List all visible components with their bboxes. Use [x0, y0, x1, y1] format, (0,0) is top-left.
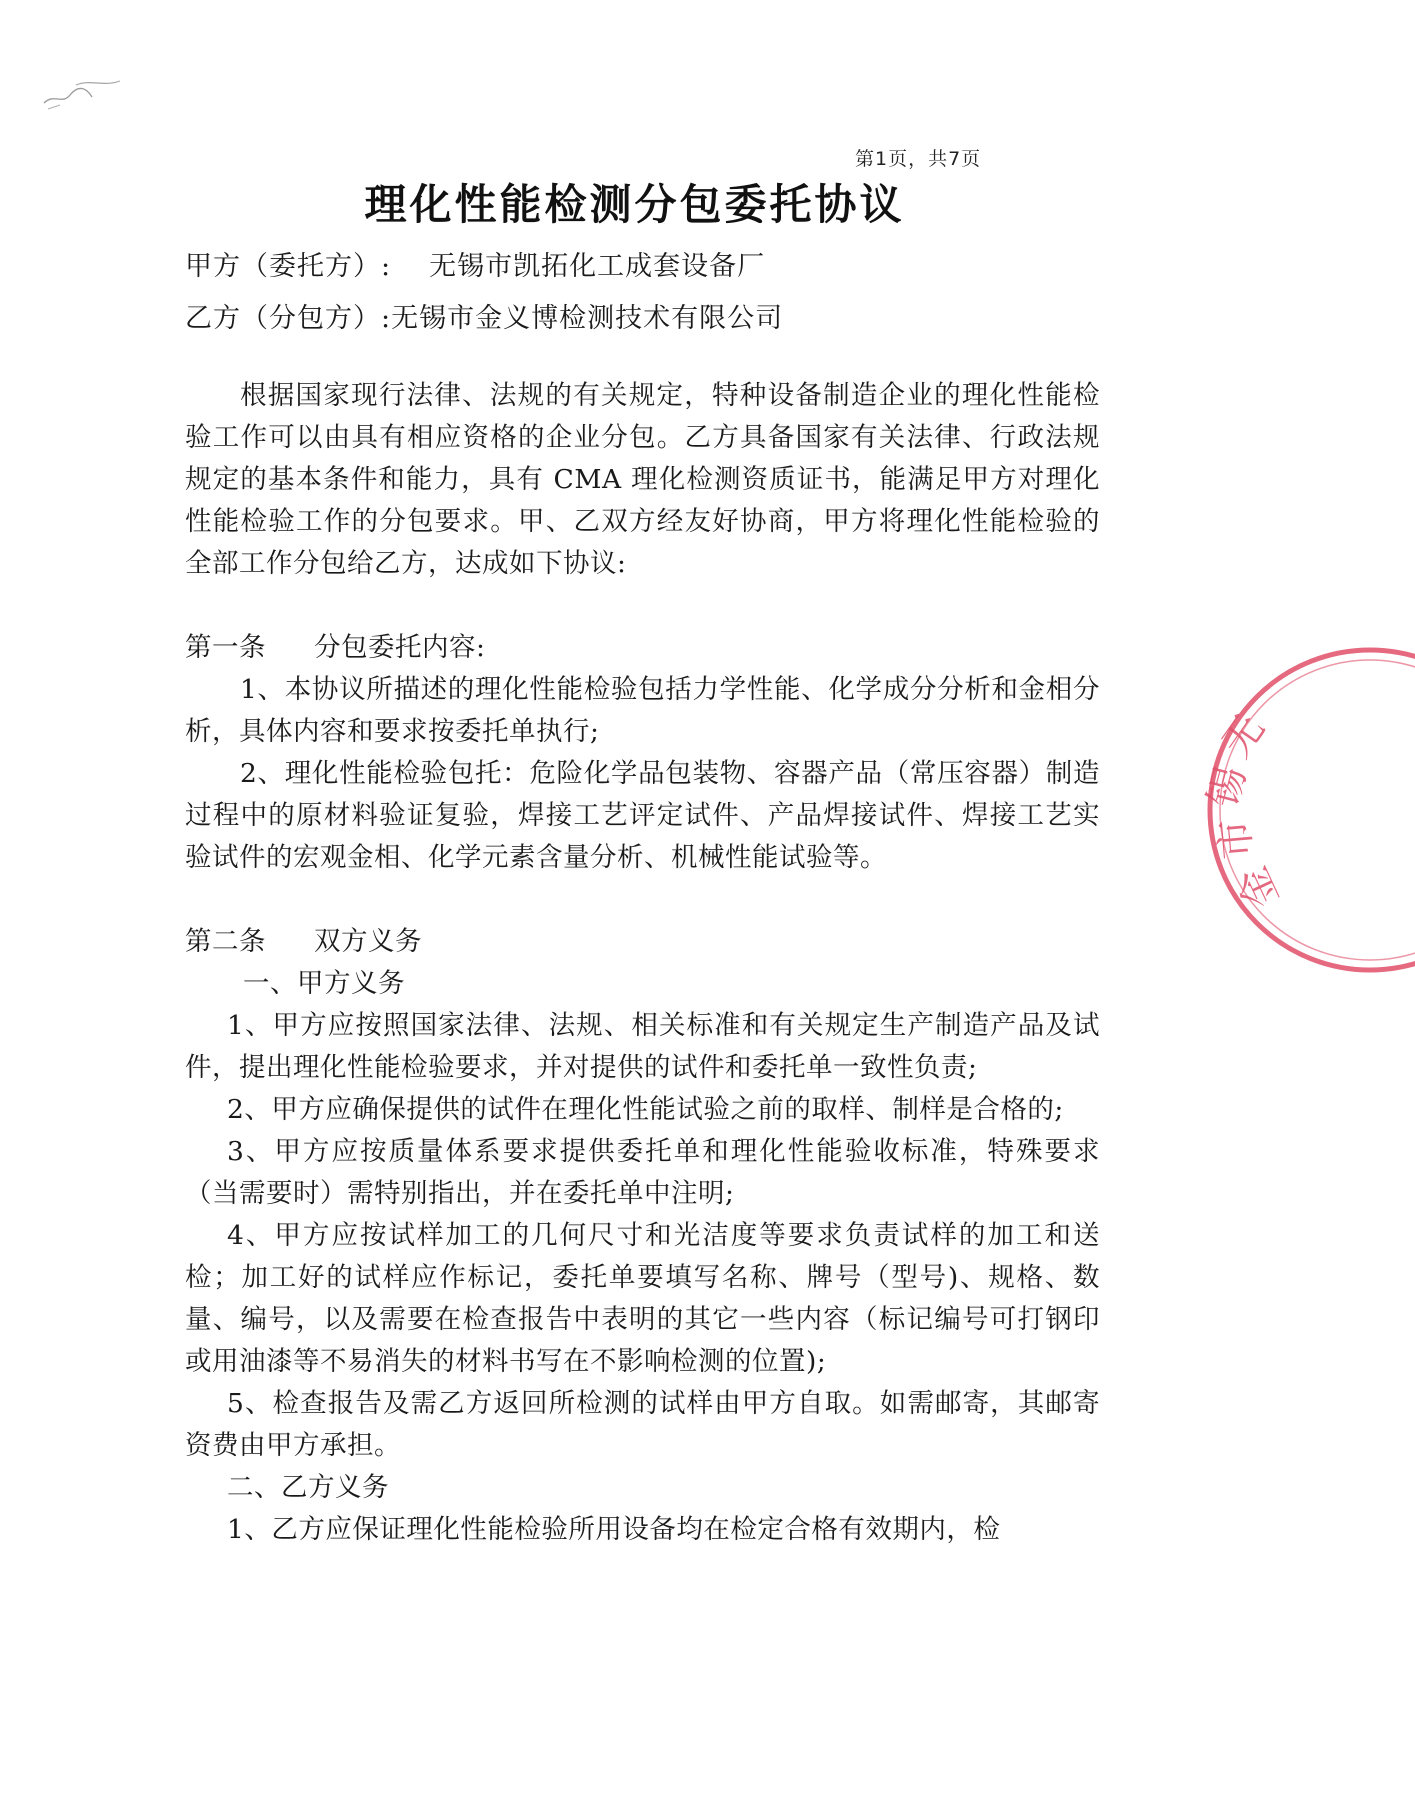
party-b-duties-heading: 二、乙方义务: [227, 1472, 389, 1503]
article-1-item-2: 2、理化性能检验包托：危险化学品包装物、容器产品（常压容器）制造过程中的原材料验证复验，焊接工艺评定试件、产品焊接试件、焊接工艺实验试件的宏观金相、化学元素含量分析、机械性能试验等。: [185, 758, 1100, 873]
company-seal-stamp: [1195, 620, 1415, 1000]
scan-artifact-mark: [40, 75, 130, 115]
article-2-number: 第二条: [185, 926, 266, 957]
article-1-number: 第一条: [185, 632, 266, 663]
article-1-heading: [185, 627, 1100, 669]
article-2-title: 双方义务: [314, 926, 422, 957]
party-a-duty-1: 1、甲方应按照国家法律、法规、相关标准和有关规定生产制造产品及试件，提出理化性能检验要求，并对提供的试件和委托单一致性负责;: [185, 1010, 1100, 1083]
intro-paragraph: 根据国家现行法律、法规的有关规定，特种设备制造企业的理化性能检验工作可以由具有相应资格的企业分包。乙方具备国家有关法律、行政法规规定的基本条件和能力，具有 CMA 理化检测资质证书，能满足甲方对理化性能检验工作的分包要求。甲、乙双方经友好协商，甲方将理化性能检验的全部工作分包给乙方，达成如下协议:: [185, 380, 1100, 579]
agreement-body: [185, 375, 1100, 1551]
party-a-line: [185, 244, 765, 283]
svg-text:市: 市: [1211, 817, 1261, 862]
party-b-line: [185, 296, 783, 335]
svg-text:锡: 锡: [1200, 762, 1256, 813]
party-a-label: 甲方（委托方）:: [185, 251, 392, 282]
article-2-heading: [185, 921, 1100, 963]
page-number: 第1页，共7页: [855, 148, 982, 170]
party-a-duty-4: 4、甲方应按试样加工的几何尺寸和光洁度等要求负责试样的加工和送检；加工好的试样应作标记，委托单要填写名称、牌号（型号)、规格、数量、编号，以及需要在检查报告中表明的其它一些内容（标记编号可打钢印或用油漆等不易消失的材料书写在不影响检测的位置);: [185, 1220, 1100, 1377]
article-1-title: 分包委托内容:: [314, 632, 486, 663]
svg-text:金: 金: [1229, 859, 1289, 916]
document-title: 理化性能检测分包委托协议: [364, 180, 905, 229]
party-b-duty-1: 1、乙方应保证理化性能检验所用设备均在检定合格有效期内，检: [227, 1514, 1001, 1545]
party-a-duties-heading: 一、甲方义务: [243, 968, 405, 999]
svg-text:无: 无: [1213, 706, 1275, 766]
party-a-duty-3: 3、甲方应按质量体系要求提供委托单和理化性能验收标准，特殊要求（当需要时）需特别指出，并在委托单中注明;: [185, 1136, 1100, 1209]
party-a-duty-5: 5、检查报告及需乙方返回所检测的试样由甲方自取。如需邮寄，其邮寄资费由甲方承担。: [185, 1388, 1100, 1461]
party-a-name: 无锡市凯拓化工成套设备厂: [429, 251, 766, 282]
party-b-name: 无锡市金义博检测技术有限公司: [391, 303, 784, 334]
article-1-item-1: 1、本协议所描述的理化性能检验包括力学性能、化学成分分析和金相分析，具体内容和要求按委托单执行;: [185, 674, 1100, 747]
party-b-label: 乙方（分包方）:: [185, 303, 392, 334]
party-a-duty-2: 2、甲方应确保提供的试件在理化性能试验之前的取样、制样是合格的;: [227, 1094, 1064, 1125]
